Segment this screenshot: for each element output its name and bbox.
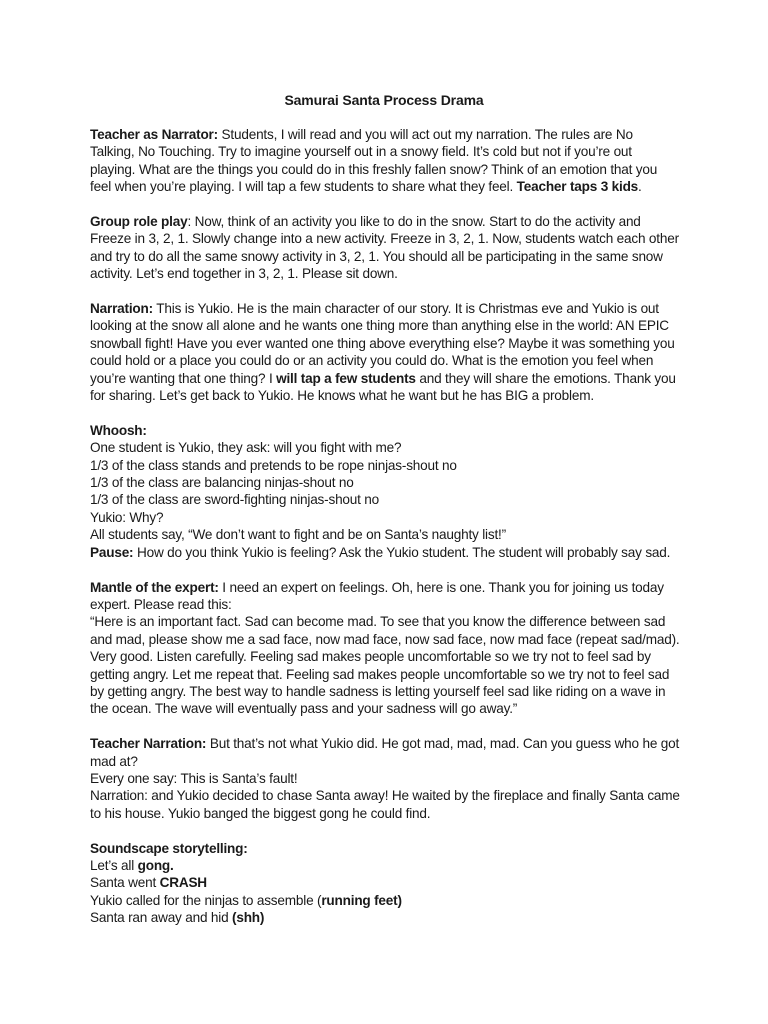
soundscape-section [90,840,680,927]
paragraph-text: and they will share the emotions. Thank you for sharing. Let’s get back to Yukio. He knows what he want but he has BIG a problem. [90,370,676,404]
document-body [90,126,680,944]
section-label: Teacher as Narrator: [90,127,218,142]
list-item: 1/3 of the class are sword-fighting ninjas-shout no [90,492,380,508]
sound-cue: CRASH [159,875,207,891]
teacher-narration-section [90,735,680,822]
section-label: Mantle of the expert: [90,579,219,595]
soundscape-line [90,909,680,926]
narration-line: Narration: and Yukio decided to chase Santa away! He waited by the fireplace and finally Santa came to his house. Yukio banged the biggest gong he could find. [90,788,680,821]
section-label: Whoosh: [90,422,147,438]
paragraph-text: Students, I will read and you will act out my narration. The rules are No Talking, No Touching. Try to imagine yourself out in a snowy field. It’s cold but not if you’re out playing. What are the things you could do in this freshly fallen snow? Think of an emotion that you feel when you’re playing. I will tap a few students to share what they feel. [90,127,658,195]
sound-cue: running feet) [321,892,402,908]
paragraph-text: This is Yukio. He is the main character of our story. It is Christmas eve and Yukio is out looking at the snow all alone and he wants one thing more than anything else in the world: AN EPIC snowball fight! Have you ever wanted one thing above everything else? Maybe it was something you could hold or a place you could do or an activity you could do. What is the emotion you feel when you’re wanting that one thing? I [90,301,675,386]
mantle-intro [90,579,680,614]
list-item: 1/3 of the class stands and pretends to be rope ninjas-shout no [90,457,457,473]
group-role-play-paragraph [90,213,680,283]
whoosh-section [90,422,680,561]
sound-cue: gong. [137,857,174,873]
pause-label: Pause: [90,544,134,560]
expert-quote: “Here is an important fact. Sad can become mad. To see that you know the difference between sad and mad, please show me a sad face, now mad face, now sad face, now mad face (repeat sad/mad). Very good. Listen carefully. Feeling sad makes people uncomfortable so we try not to feel sad by getting angry. Let me repeat that. Feeling sad makes people uncomfortable so we try not to feel sad by getting angry. The best way to handle sadness is letting yourself feel sad like riding on a wave in the ocean. The wave will eventually pass and your sadness will go away.” [90,614,680,717]
line-text: Santa ran away and hid [90,910,233,926]
document-title: Samurai Santa Process Drama [284,92,484,108]
mantle-of-the-expert-section [90,579,680,718]
line-text: Yukio called for the ninjas to assemble ( [90,892,322,908]
line-text: Santa went [90,875,160,891]
paragraph-text: But that’s not what Yukio did. He got mad, mad, mad. Can you guess who he got mad at? [90,736,680,769]
bold-instruction: will tap a few students [276,370,416,386]
section-label: Narration: [90,301,153,317]
section-label: Group role play [90,214,188,230]
teacher-as-narrator-paragraph [90,126,680,196]
chant-line: Every one say: This is Santa’s fault! [90,770,298,786]
bold-instruction: Teacher taps 3 kids [516,179,639,195]
soundscape-line [90,857,680,874]
line-text: Let’s all [90,857,138,873]
section-label: Teacher Narration: [90,736,207,752]
list-item: 1/3 of the class are balancing ninjas-shout no [90,475,354,491]
list-item: Yukio: Why? [90,509,164,525]
list-item: All students say, “We don’t want to fight and be on Santa’s naughty list!” [90,527,506,543]
paragraph-text: . [638,179,642,195]
soundscape-line [90,874,680,891]
pause-line [90,544,680,561]
sound-cue: (shh) [232,910,265,926]
paragraph-text: : Now, think of an activity you like to do in the snow. Start to do the activity and Freeze in 3, 2, 1. Slowly change into a new activity. Freeze in 3, 2, 1. Now, students watch each other and try to do all the same snowy activity in 3, 2, 1. You should all be participating in the same snow activity. Let’s end together in 3, 2, 1. Please sit down. [90,214,679,282]
list-item: One student is Yukio, they ask: will you fight with me? [90,440,402,456]
paragraph-text: I need an expert on feelings. Oh, here is one. Thank you for joining us today expert. Please read this: [90,579,664,612]
section-label: Soundscape storytelling: [90,840,248,856]
teacher-narration-intro [90,735,680,770]
paragraph-text: How do you think Yukio is feeling? Ask the Yukio student. The student will probably say sad. [133,544,671,560]
soundscape-line [90,892,680,909]
narration-paragraph [90,300,680,404]
